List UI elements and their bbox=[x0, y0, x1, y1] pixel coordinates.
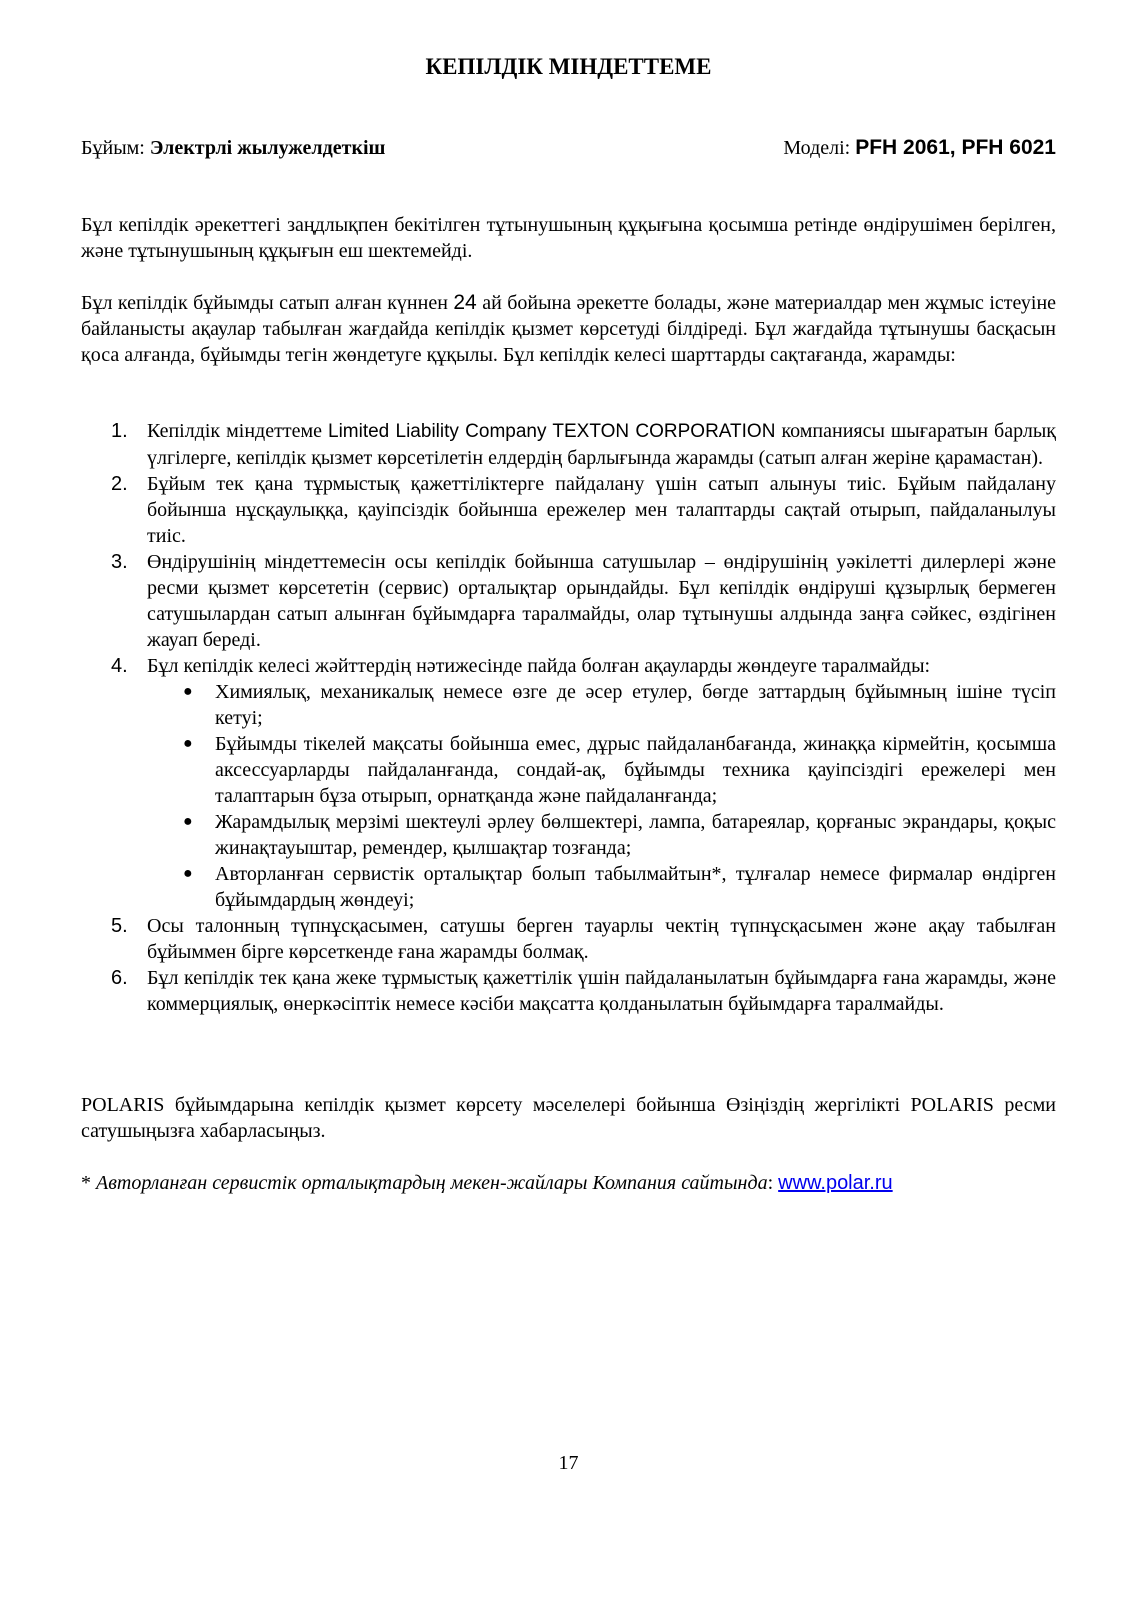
exclusion-text: Авторланған сервистік орталықтар болып табылмайтын*, тұлғалар немесе фирмалар өндірген бұйымдардың жөндеуі; bbox=[215, 863, 1056, 911]
exclusion-item bbox=[147, 731, 1056, 809]
exclusion-text: Бұйымды тікелей мақсаты бойынша емес, дұрыс пайдаланбағанда, жинаққа кірмейтін, қосымша аксессуарларды пайдаланғанда, сондай-ақ, бұйымды техника қауіпсіздігі ережелері мен талаптарын бұза отырып, орнатқанда және пайдаланғанда; bbox=[215, 733, 1056, 807]
contact-paragraph: POLARIS бұйымдарына кепілдік қызмет көрсету мәселелері бойынша Өзіңіздің жергілікті POLARIS ресми сатушыңызға хабарласыңыз. bbox=[81, 1094, 1056, 1142]
exclusion-item bbox=[147, 809, 1056, 861]
product-info bbox=[81, 135, 1056, 161]
condition-number: 6. bbox=[111, 967, 128, 989]
footnote-colon: : bbox=[767, 1172, 774, 1194]
bullet-icon: ● bbox=[183, 813, 193, 830]
exclusions-list bbox=[147, 679, 1056, 913]
condition-item-6 bbox=[111, 965, 1056, 1017]
warranty-months: 24 bbox=[453, 291, 477, 314]
warranty-text-end: ай бойына әрекетте болады, және материалдар мен жұмыс істеуіне байланысты ақаулар табылған жағдайда кепілдік қызмет көрсетуді білдіреді. Бұл жағдайда тұтынушы басқасын қоса алғанда, бұйымды тегін жөндетуге құқылы. Бұл кепілдік келесі шарттарды сақтағанда, жарамды: bbox=[81, 292, 1057, 366]
page-number: 17 bbox=[558, 1452, 579, 1474]
condition-item-3 bbox=[111, 549, 1056, 653]
warranty-text-start: Бұл кепілдік бұйымды сатып алған күннен bbox=[81, 292, 448, 314]
product-field bbox=[81, 135, 385, 161]
model-value: PFH 2061, PFH 6021 bbox=[855, 136, 1056, 159]
condition-text-cont: компаниясы шығаратын барлық үлгілерге, кепілдік қызмет көрсетілетін елдердің барлығында жарамды (сатып алған жеріне қарамастан). bbox=[147, 420, 1056, 469]
condition-number: 1. bbox=[111, 420, 128, 442]
condition-text: Осы талонның түпнұсқасымен, сатушы берген тауарлы чектің түпнұсқасымен және ақау табылған бұйыммен бірге көрсеткенде ғана жарамды болмақ. bbox=[147, 915, 1056, 963]
condition-text: Бұл кепілдік тек қана жеке тұрмыстық қажеттілік үшін пайдаланылатын бұйымдарға ғана жарамды, және коммерциялық, өнеркәсіптік немесе кәсіби мақсатта қолданылатын бұйымдарға таралмайды. bbox=[147, 967, 1056, 1015]
condition-item-5 bbox=[111, 913, 1056, 965]
condition-text: Бұйым тек қана тұрмыстық қажеттіліктерге пайдалану үшін сатып алынуы тиіс. Бұйым пайдалану бойынша нұсқаулыққа, қауіпсіздік бойынша ережелер мен талаптарды сақтай отырып, пайдаланылуы тиіс. bbox=[147, 473, 1056, 547]
conditions-list bbox=[111, 418, 1056, 1017]
footnote-star: * bbox=[81, 1172, 91, 1194]
condition-number: 4. bbox=[111, 655, 128, 677]
condition-text: Бұл кепілдік келесі жәйттердің нәтижесінде пайда болған ақауларды жөндеуге таралмайды: bbox=[147, 655, 931, 677]
intro-paragraph: Бұл кепілдік әрекеттегі заңдлықпен бекітілген тұтынушының құқығына қосымша ретінде өндірушімен берілген, және тұтынушының құқығын еш шектемейді. bbox=[81, 214, 1056, 262]
company-name: Limited Liability Company TEXTON CORPORATION bbox=[328, 421, 776, 442]
model-field bbox=[783, 135, 1056, 161]
condition-number: 2. bbox=[111, 473, 128, 495]
condition-item-2 bbox=[111, 471, 1056, 549]
bullet-icon: ● bbox=[183, 865, 193, 882]
footnote-text: Авторланған сервистік орталықтардың мекен-жайлары Компания сайтында bbox=[96, 1172, 768, 1194]
footnote bbox=[81, 1170, 1056, 1196]
condition-number: 5. bbox=[111, 915, 128, 937]
exclusion-text: Химиялық, механикалық немесе өзге де әсер етулер, бөгде заттардың бұйымның ішіне түсіп кетуі; bbox=[215, 681, 1056, 729]
exclusion-item bbox=[147, 861, 1056, 913]
exclusion-item bbox=[147, 679, 1056, 731]
condition-item-4 bbox=[111, 653, 1056, 913]
model-label: Моделі: bbox=[783, 137, 851, 159]
website-link[interactable]: www.polar.ru bbox=[778, 1172, 893, 1194]
product-value: Электрлі жылужелдеткіш bbox=[149, 137, 386, 159]
bullet-icon: ● bbox=[183, 735, 193, 752]
condition-text: Өндірушінің міндеттемесін осы кепілдік бойынша сатушылар – өндірушінің уәкілетті дилерлері және ресми қызмет көрсететін (сервис) орталықтар орындайды. Бұл кепілдік өндіруші құзырлық бермеген сатушылардан сатып алынған бұйымдарға таралмайды, олар тұтынушы алдында заңға сәйкес, өздігінен жауап береді. bbox=[147, 551, 1056, 651]
condition-item-1 bbox=[111, 418, 1056, 471]
bullet-icon: ● bbox=[183, 683, 193, 700]
condition-number: 3. bbox=[111, 551, 128, 573]
condition-text: Кепілдік міндеттеме bbox=[147, 420, 322, 442]
page-title: КЕПІЛДІК МІНДЕТТЕМЕ bbox=[425, 54, 712, 79]
exclusion-text: Жарамдылық мерзімі шектеулі әрлеу бөлшектері, лампа, батареялар, қорғаныс экрандары, қоқыс жинақтауыштар, ремендер, қылшақтар тозғанда; bbox=[215, 811, 1056, 859]
warranty-period-paragraph bbox=[81, 290, 1056, 368]
product-label: Бұйым: bbox=[81, 137, 145, 159]
